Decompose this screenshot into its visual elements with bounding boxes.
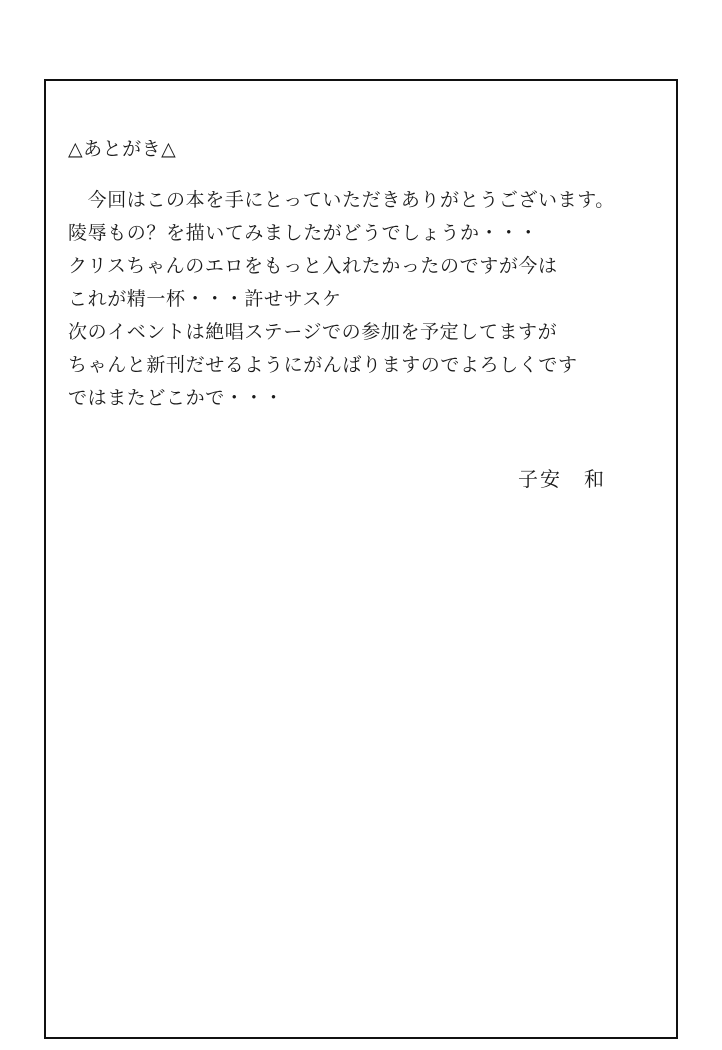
- afterword-line-7: ではまたどこかで・・・: [68, 387, 284, 409]
- afterword-heading: △あとがき△: [68, 138, 177, 160]
- afterword-frame: [44, 79, 678, 1039]
- author-signature: 子安 和: [518, 467, 606, 491]
- afterword-line-2: 陵辱もの？を描いてみましたがどうでしょうか・・・: [68, 222, 539, 244]
- afterword-content: [68, 136, 658, 492]
- afterword-body: [68, 184, 658, 415]
- afterword-line-1: 今回はこの本を手にとっていただきありがとうございます。: [68, 189, 615, 211]
- afterword-line-4: これが精一杯・・・許せサスケ: [68, 288, 342, 310]
- afterword-line-5: 次のイベントは絶唱ステージでの参加を予定してますが: [68, 321, 558, 343]
- afterword-line-6: ちゃんと新刊だせるようにがんばりますのでよろしくです: [68, 354, 578, 376]
- afterword-line-3: クリスちゃんのエロをもっと入れたかったのですが今は: [68, 255, 558, 277]
